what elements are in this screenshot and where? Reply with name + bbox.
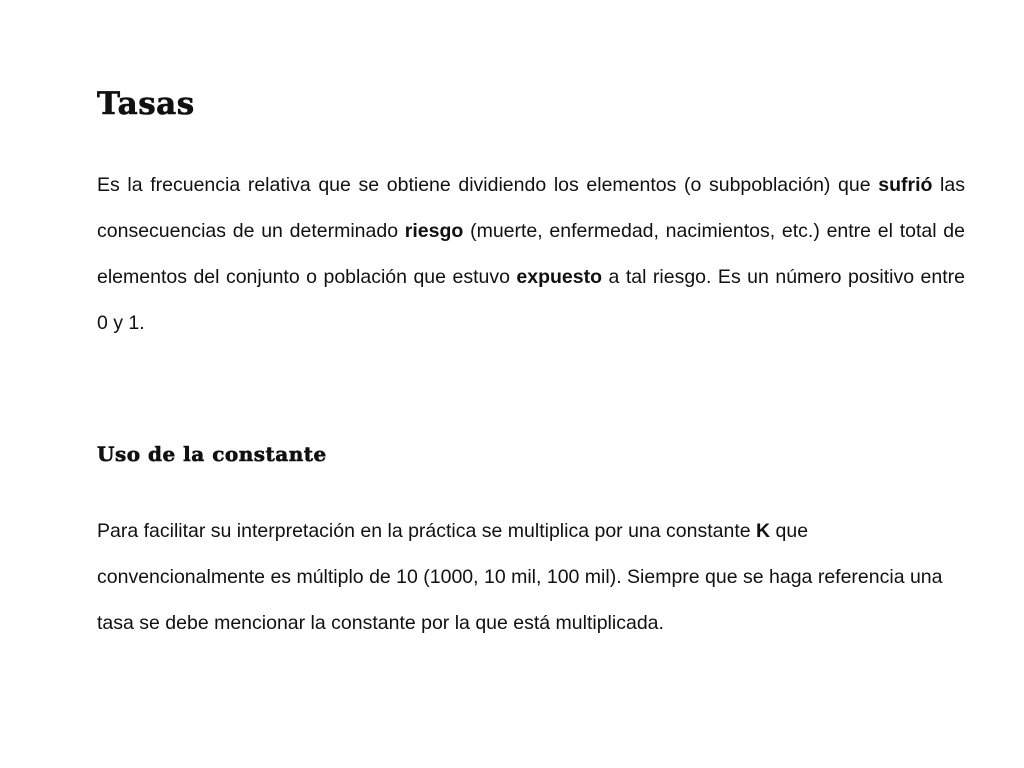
section-subtitle: Uso de la constante — [97, 442, 327, 466]
definition-text-3: (muerte, enfermedad, nacimientos, etc.) entre el total de elementos del conjunto o población que estuvo — [97, 220, 965, 288]
definition-text-2: las consecuencias de un determinado — [97, 174, 965, 242]
constant-text-1: Para facilitar su interpretación en la práctica se multiplica por una constante — [97, 520, 757, 542]
constant-paragraph — [97, 508, 967, 646]
definition-bold-expuesto: expuesto — [516, 266, 603, 288]
definition-bold-sufrio: sufrió — [878, 174, 933, 196]
definition-text-4: a tal riesgo. Es un número positivo entre 0 y 1. — [97, 266, 965, 334]
slide-title: Tasas — [97, 86, 195, 122]
constant-bold-k: K — [756, 520, 771, 542]
definition-bold-riesgo: riesgo — [404, 220, 464, 242]
constant-text-2: que convencionalmente es múltiplo de 10 (1000, 10 mil, 100 mil). Siempre que se haga referencia una tasa se debe mencionar la constante por la que está multiplicada. — [97, 520, 943, 634]
definition-text-1: Es la frecuencia relativa que se obtiene dividiendo los elementos (o subpoblación) que — [97, 174, 879, 196]
definition-paragraph — [97, 162, 965, 346]
